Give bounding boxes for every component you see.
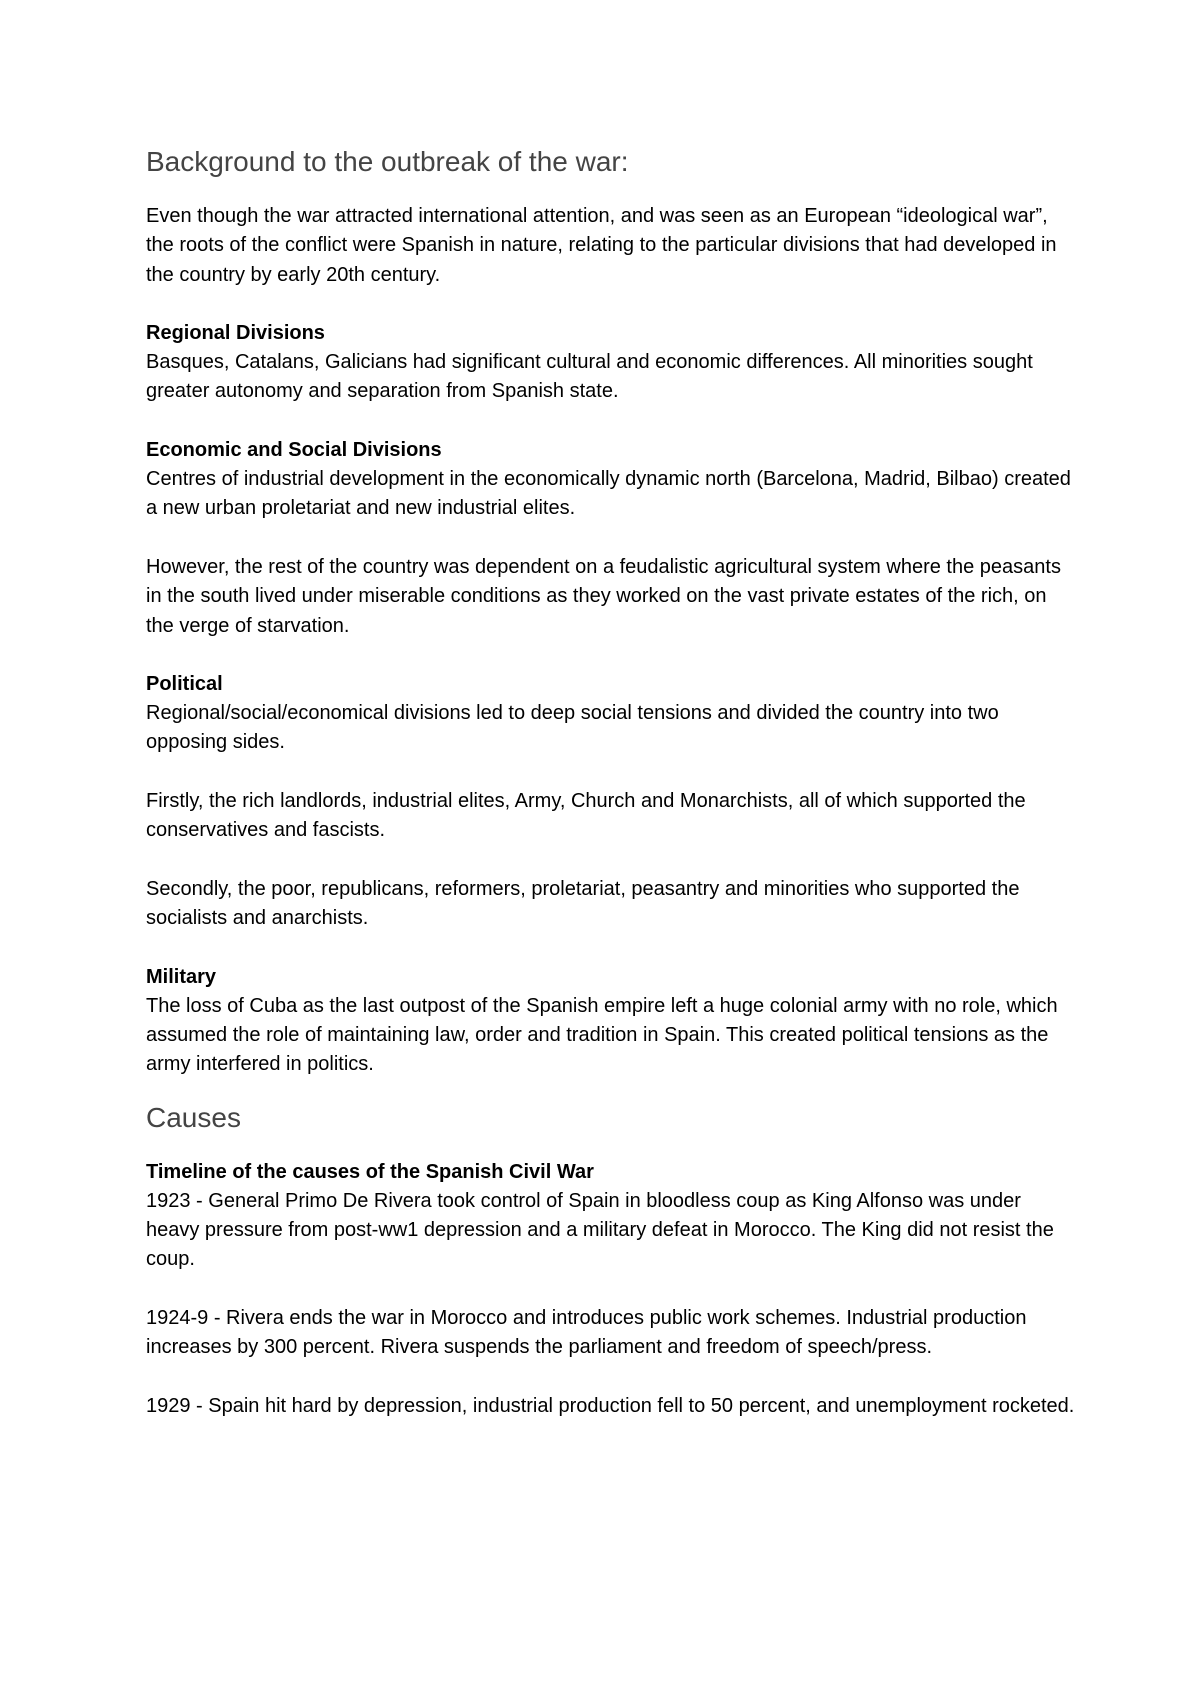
regional-divisions-title: Regional Divisions xyxy=(146,322,325,345)
economic-social-text-2: However, the rest of the country was dependent on a feudalistic agricultural system where the peasants in the south lived under miserable conditions as they worked on the vast private estates of the rich, on the verge of starvation. xyxy=(146,555,1061,637)
heading-causes: Causes xyxy=(146,1101,241,1133)
heading-background: Background to the outbreak of the war: xyxy=(146,146,629,177)
political-text-2: Firstly, the rich landlords, industrial elites, Army, Church and Monarchists, all of which supported the conservatives and fascists. xyxy=(146,790,1026,842)
economic-social-text-1: Centres of industrial development in the economically dynamic north (Barcelona, Madrid, Bilbao) created a new urban proletariat and new industrial elites. xyxy=(146,468,1071,520)
military-title: Military xyxy=(146,965,217,988)
timeline-entry-1929: 1929 - Spain hit hard by depression, industrial production fell to 50 percent, and unemployment rocketed. xyxy=(146,1394,1075,1417)
regional-divisions-text: Basques, Catalans, Galicians had significant cultural and economic differences. All minorities sought greater autonomy and separation from Spanish state. xyxy=(146,351,1033,403)
economic-social-divisions-title: Economic and Social Divisions xyxy=(146,439,442,462)
document-page xyxy=(146,144,1076,1421)
timeline-entry-1923: 1923 - General Primo De Rivera took control of Spain in bloodless coup as King Alfonso was under heavy pressure from post-ww1 depression and a military defeat in Morocco. The King did not resist the coup. xyxy=(146,1189,1054,1271)
timeline-entry-1924-9: 1924-9 - Rivera ends the war in Morocco and introduces public work schemes. Industrial production increases by 300 percent. Rivera suspends the parliament and freedom of speech/press. xyxy=(146,1306,1027,1359)
political-text-3: Secondly, the poor, republicans, reformers, proletariat, peasantry and minorities who supported the socialists and anarchists. xyxy=(146,877,1020,930)
political-text-1: Regional/social/economical divisions led to deep social tensions and divided the country into two opposing sides. xyxy=(146,702,999,754)
intro-paragraph: Even though the war attracted international attention, and was seen as an European “ideological war”, the roots of the conflict were Spanish in nature, relating to the particular divisions that had developed in the country by early 20th century. xyxy=(146,205,1057,286)
timeline-title: Timeline of the causes of the Spanish Civil War xyxy=(146,1160,594,1183)
political-title: Political xyxy=(146,673,223,696)
military-text: The loss of Cuba as the last outpost of the Spanish empire left a huge colonial army with no role, which assumed the role of maintaining law, order and tradition in Spain. This created political tensions as the army interfered in politics. xyxy=(146,994,1058,1076)
